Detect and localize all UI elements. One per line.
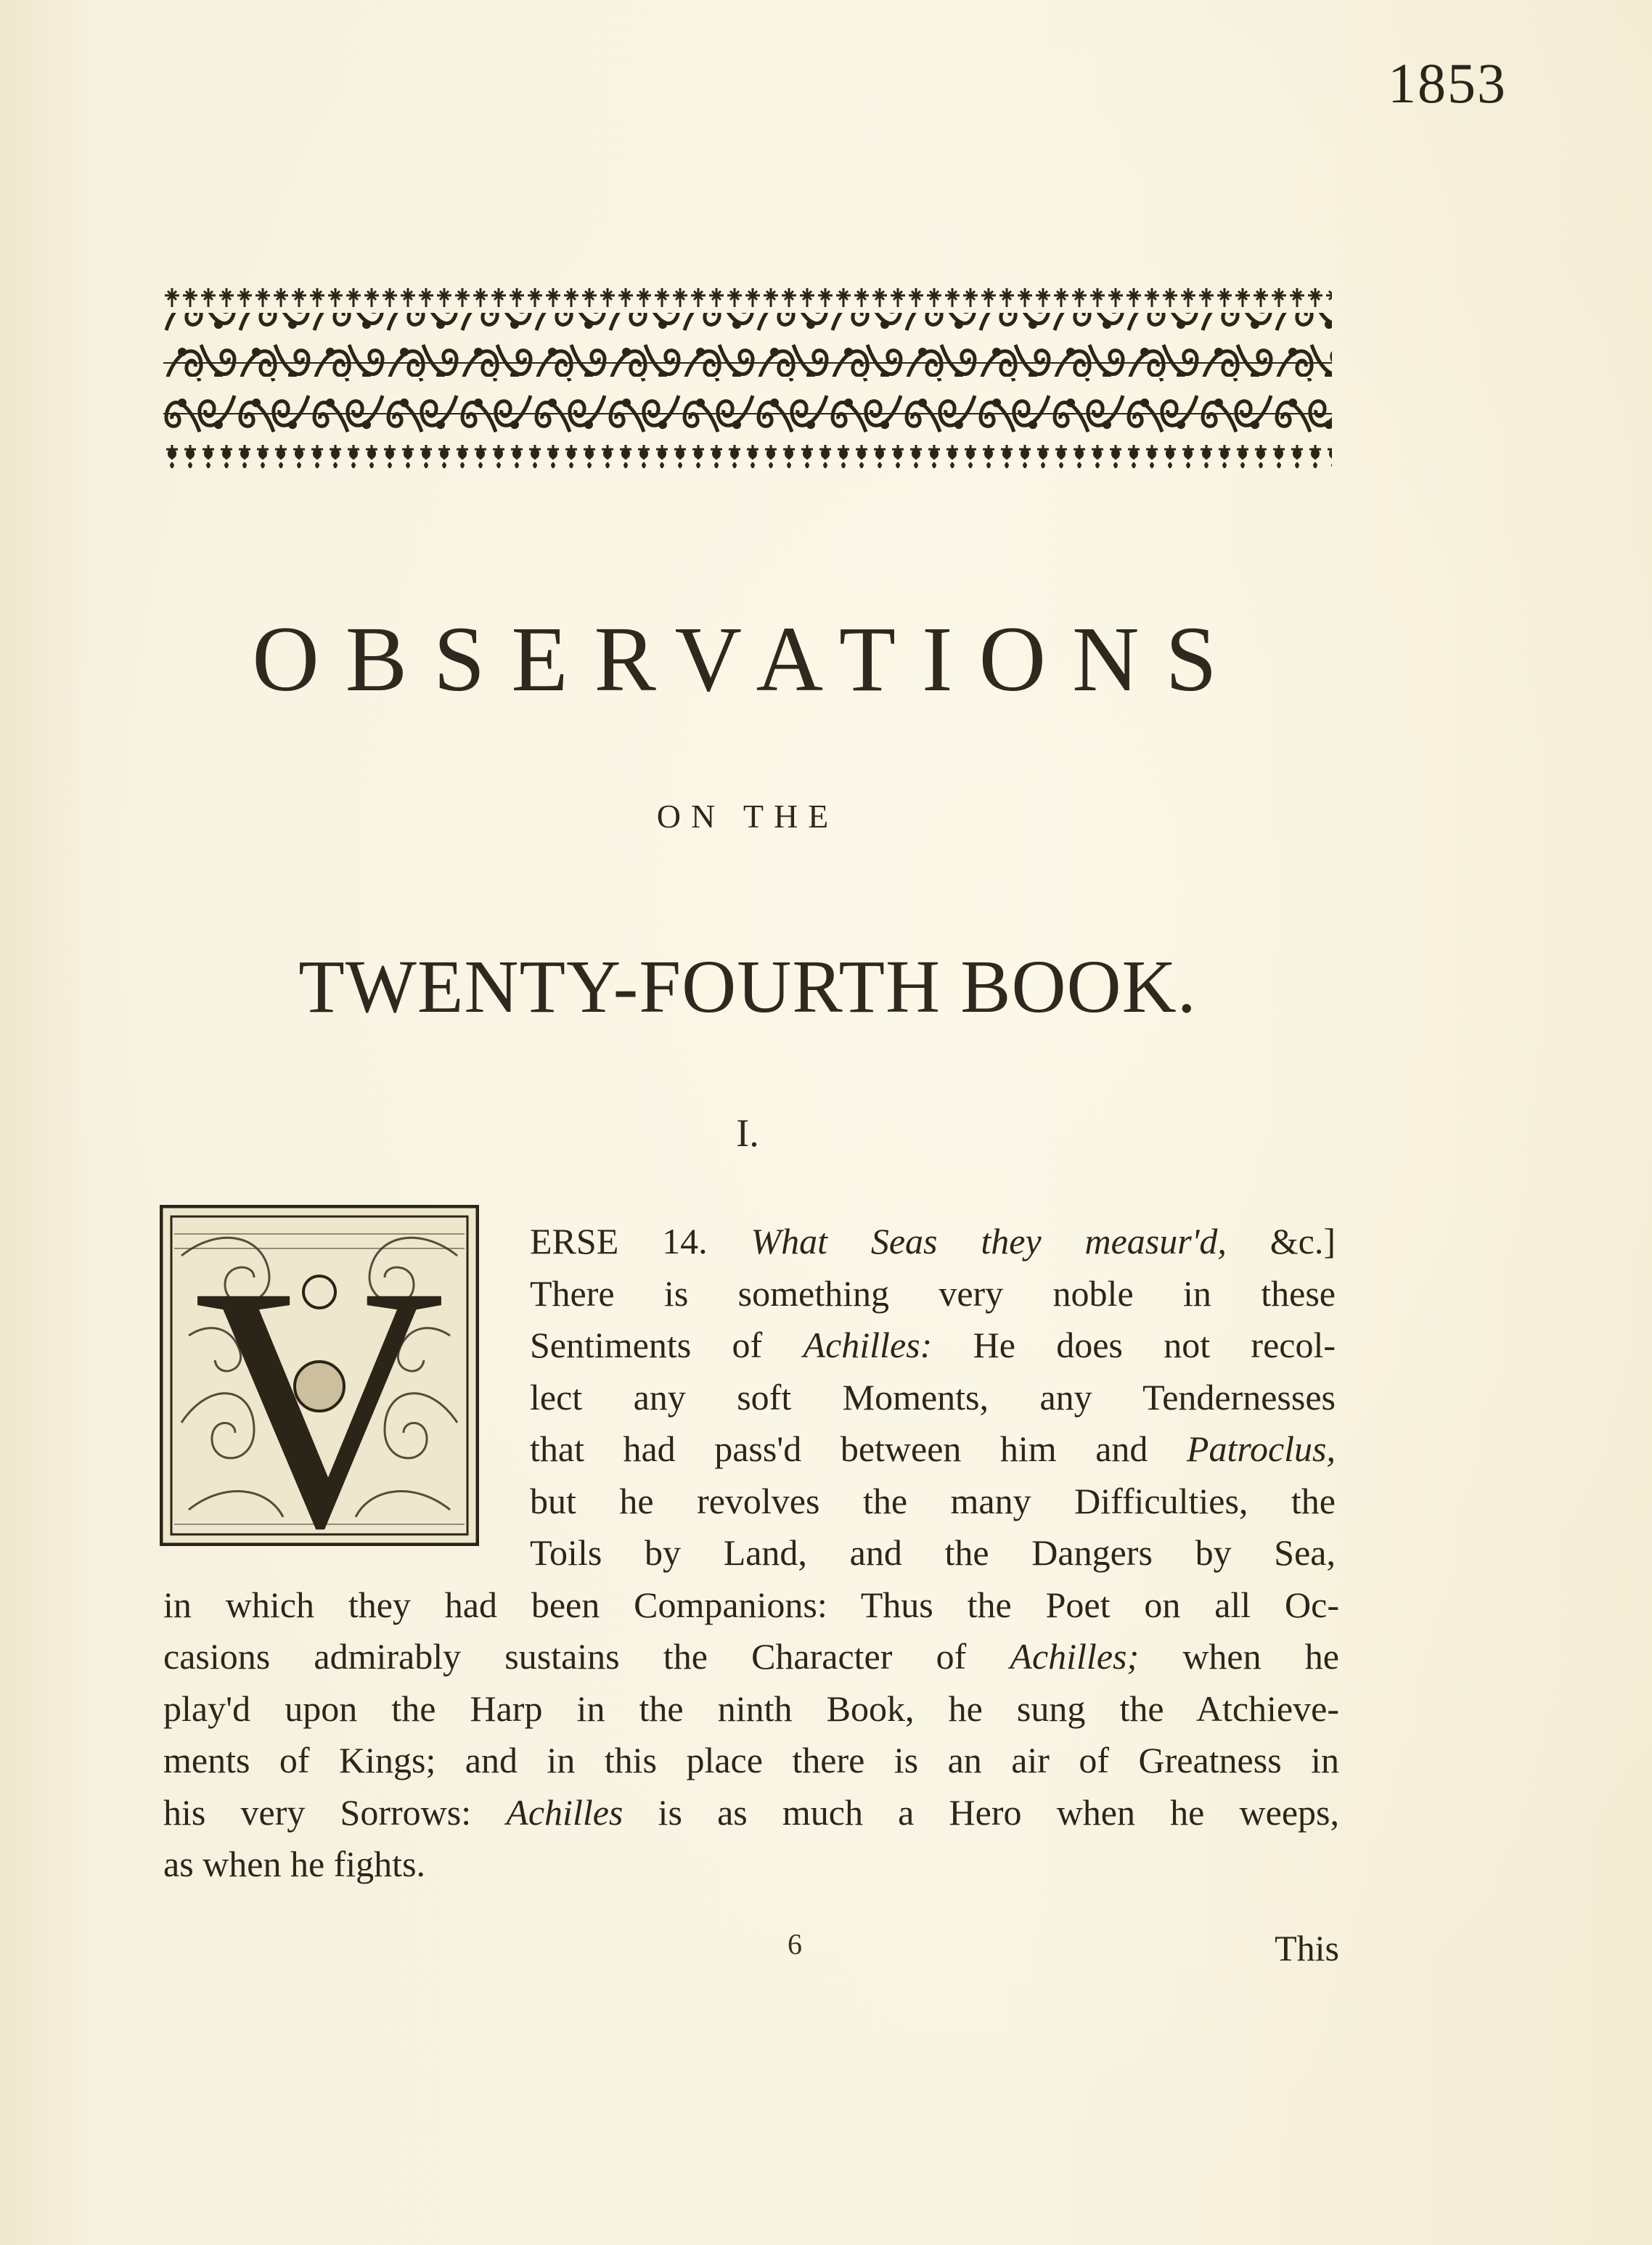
drop-cap-letter: V (193, 1214, 446, 1546)
text-run: is as much a Hero when he weeps, (623, 1792, 1340, 1833)
text-line (530, 1323, 1336, 1367)
text-line (163, 1635, 1339, 1678)
text-line (163, 1791, 1339, 1834)
text-run: Sentiments of (530, 1325, 803, 1365)
italic-text: Patroclus, (1186, 1428, 1336, 1469)
text-run: as when he fights. (163, 1844, 426, 1884)
text-run: his very Sorrows: (163, 1792, 507, 1833)
text-run: but he revolves the many Difficulties, the (530, 1481, 1336, 1521)
text-line (163, 1687, 1339, 1730)
text-run: ERSE 14. (530, 1221, 751, 1261)
text-run: &c.] (1226, 1221, 1336, 1261)
text-line (530, 1427, 1336, 1471)
text-line (530, 1531, 1336, 1574)
text-run: Toils by Land, and the Dangers by Sea, (530, 1532, 1336, 1573)
text-run: that had pass'd between him and (530, 1428, 1187, 1469)
text-run: There is something very noble in these (530, 1273, 1336, 1314)
text-line (530, 1219, 1336, 1263)
fleuron-band-ornament (163, 287, 1332, 468)
text-run: when he (1139, 1636, 1339, 1677)
text-run: in which they had been Companions: Thus the Poet on all Oc- (163, 1584, 1339, 1625)
italic-text: Achilles (506, 1792, 623, 1833)
catchword: This (1275, 1928, 1339, 1968)
page-number: 1853 (1388, 52, 1507, 115)
page-title: OBSERVATIONS (252, 608, 1243, 711)
italic-text: Achilles: (803, 1325, 933, 1365)
text-line (163, 1583, 1339, 1627)
italic-text: What Seas they measur'd, (751, 1221, 1227, 1261)
text-run: ments of Kings; and in this place there is an air of Greatness in (163, 1740, 1339, 1780)
text-run: play'd upon the Harp in the ninth Book, he sung the Atchieve- (163, 1688, 1339, 1729)
text-run: He does not recol- (932, 1325, 1336, 1365)
page-subtitle: ON THE (656, 798, 839, 835)
section-number: I. (736, 1111, 759, 1155)
page-footer (163, 1927, 1339, 1978)
signature-mark: 6 (788, 1928, 802, 1960)
text-line (163, 1842, 1339, 1886)
text-line (530, 1375, 1336, 1419)
italic-text: Achilles; (1010, 1636, 1140, 1677)
text-line (530, 1479, 1336, 1523)
text-run: casions admirably sustains the Character of (163, 1636, 1010, 1677)
text-run: lect any soft Moments, any Tendernesses (530, 1377, 1336, 1418)
text-line (163, 1738, 1339, 1782)
text-line (530, 1272, 1336, 1315)
book-title: TWENTY-FOURTH BOOK. (298, 945, 1197, 1029)
decorated-initial-v (160, 1205, 479, 1546)
